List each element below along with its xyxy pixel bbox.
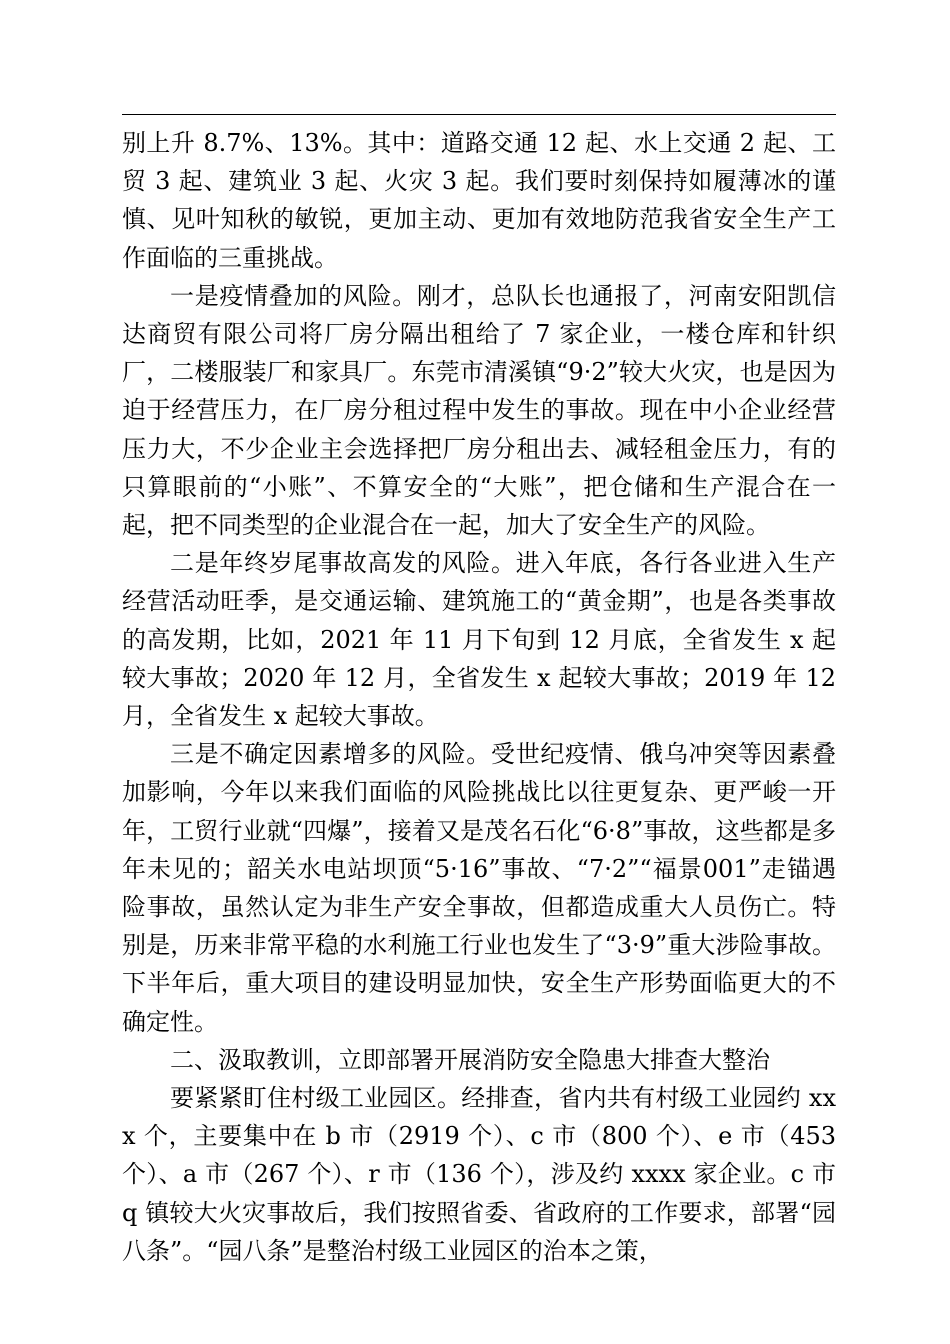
header-rule: [122, 114, 836, 115]
paragraph-4: 三是不确定因素增多的风险。受世纪疫情、俄乌冲突等因素叠加影响，今年以来我们面临的风险挑战比以往更复杂、更严峻一开年，工贸行业就“四爆”，接着又是茂名石化“6·8”事故，这些都是多年未见的；韶关水电站坝顶“5·16”事故、“7·2”“福景001”走锚遇险事故，虽然认定为非生产安全事故，但都造成重大人员伤亡。特别是，历来非常平稳的水利施工行业也发生了“3·9”重大涉险事故。下半年后，重大项目的建设明显加快，安全生产形势面临更大的不确定性。: [122, 740, 836, 1036]
paragraph-1: 别上升 8.7%、13%。其中：道路交通 12 起、水上交通 2 起、工贸 3 起、建筑业 3 起、火灾 3 起。我们要时刻保持如履薄冰的谨慎、见叶知秋的敏锐，更加主动、更加有效地防范我省安全生产工作面临的三重挑战。: [122, 129, 836, 272]
paragraph-5: 要紧紧盯住村级工业园区。经排查，省内共有村级工业园约 xxx 个，主要集中在 b 市（2919 个）、c 市（800 个）、e 市（453 个）、a 市（267 个）、r 市（136 个），涉及约 xxxx 家企业。c 市 q 镇较大火灾事故后，我们按照省委、省政府的工作要求，部署“园八条”。“园八条”是整治村级工业园区的治本之策，: [122, 1084, 836, 1265]
section-heading: 二、汲取教训，立即部署开展消防安全隐患大排查大整治: [170, 1045, 770, 1074]
paragraph-2: 一是疫情叠加的风险。刚才，总队长也通报了，河南安阳凯信达商贸有限公司将厂房分隔出租给了 7 家企业，一楼仓库和针织厂，二楼服装厂和家具厂。东莞市清溪镇“9·2”较大火灾，也是因为迫于经营压力，在厂房分租过程中发生的事故。现在中小企业经营压力大，不少企业主会选择把厂房分租出去、减轻租金压力，有的只算眼前的“小账”、不算安全的“大账”，把仓储和生产混合在一起，把不同类型的企业混合在一起，加大了安全生产的风险。: [122, 281, 836, 540]
paragraph-3: 二是年终岁尾事故高发的风险。进入年底，各行各业进入生产经营活动旺季，是交通运输、建筑施工的“黄金期”，也是各类事故的高发期，比如，2021 年 11 月下旬到 12 月底，全省发生 x 起较大事故；2020 年 12 月，全省发生 x 起较大事故；2019 年 12 月，全省发生 x 起较大事故。: [122, 549, 836, 731]
body-text: [122, 124, 836, 1270]
